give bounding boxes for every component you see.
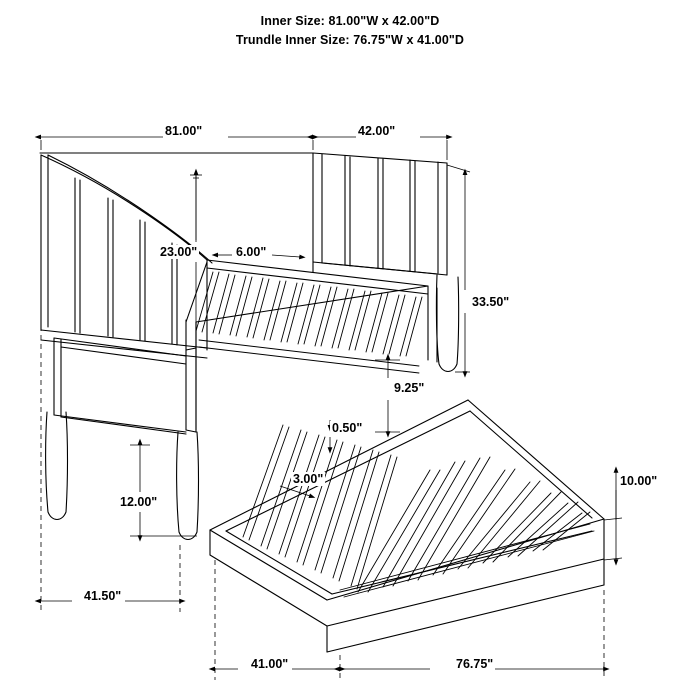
trundle-inner-size-title: Trundle Inner Size: 76.75"W x 41.00"D — [235, 33, 465, 47]
dim-12-00: 12.00" — [120, 495, 158, 509]
daybed-body — [40, 153, 604, 652]
dim-76-75: 76.75" — [456, 657, 494, 671]
inner-size-title: Inner Size: 81.00"W x 42.00"D — [260, 14, 440, 28]
dim-10-00: 10.00" — [620, 474, 658, 488]
dim-0-50: 0.50" — [332, 421, 363, 435]
dim-81-00: 81.00" — [165, 124, 203, 138]
dim-9-25: 9.25" — [394, 381, 425, 395]
dim-6-00: 6.00" — [236, 245, 267, 259]
dim-41-50: 41.50" — [84, 589, 122, 603]
dim-41-00: 41.00" — [251, 657, 289, 671]
dim-33-50: 33.50" — [472, 295, 510, 309]
dim-3-00: 3.00" — [293, 472, 324, 486]
dim-23-00: 23.00" — [160, 245, 198, 259]
dim-42-00: 42.00" — [358, 124, 396, 138]
